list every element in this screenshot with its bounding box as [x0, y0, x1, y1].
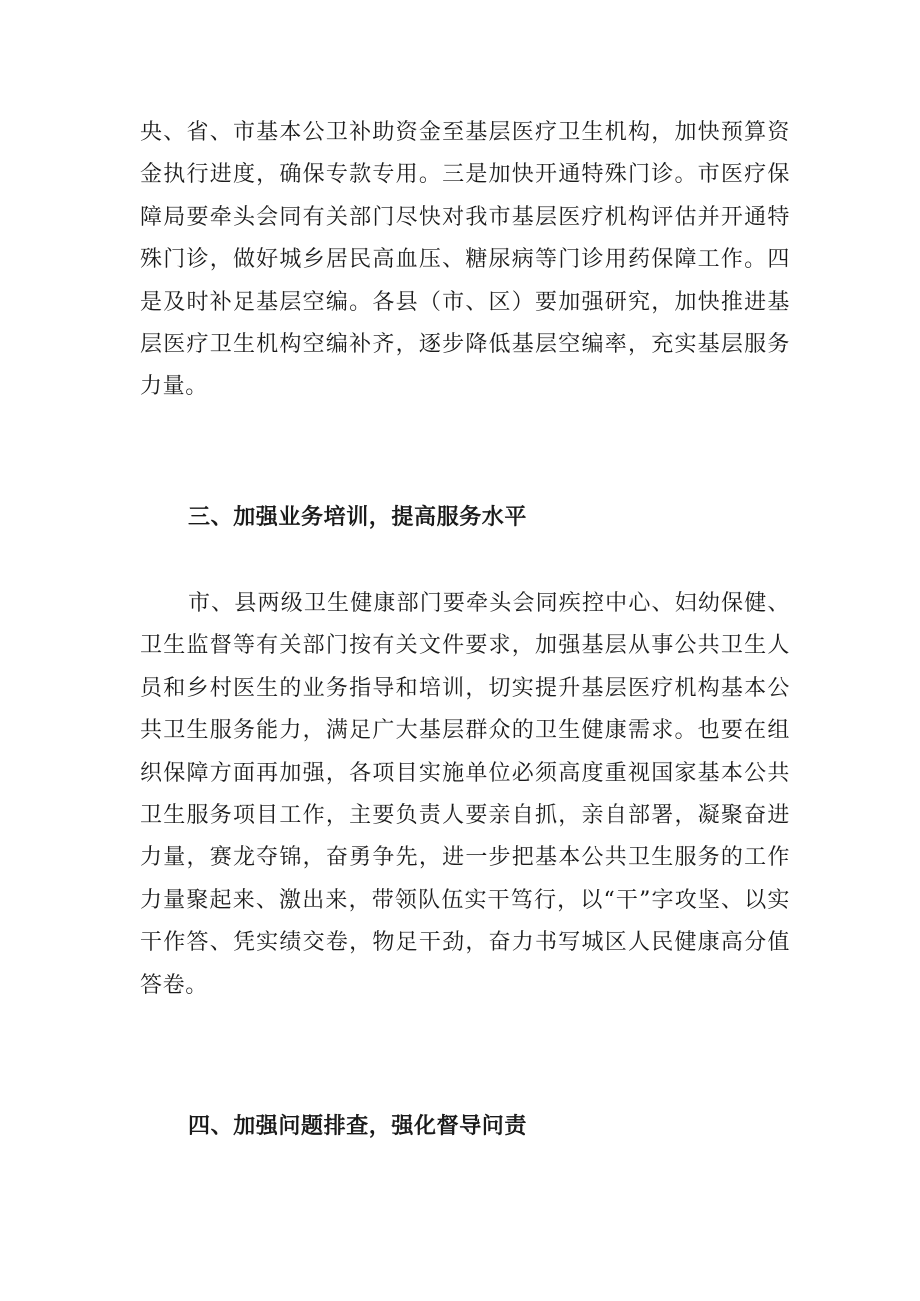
- section-heading-4: 四、加强问题排查，强化督导问责: [188, 1113, 528, 1139]
- section-heading-3: 三、加强业务培训，提高服务水平: [188, 504, 528, 530]
- paragraph-continuation: 央、省、市基本公卫补助资金至基层医疗卫生机构，加快预算资金执行进度，确保专款专用。三是加快开通特殊门诊。市医疗保障局要牵头会同有关部门尽快对我市基层医疗机构评估并开通特殊门诊，做好城乡居民高血压、糖尿病等门诊用药保障工作。四是及时补足基层空编。各县（市、区）要加强研究，加快推进基层医疗卫生机构空编补齐，逐步降低基层空编率，充实基层服务力量。: [140, 120, 790, 400]
- paragraph-training: 市、县两级卫生健康部门要牵头会同疾控中心、妇幼保健、卫生监督等有关部门按有关文件要求，加强基层从事公共卫生人员和乡村医生的业务指导和培训，切实提升基层医疗机构基本公共卫生服务能力，满足广大基层群众的卫生健康需求。也要在组织保障方面再加强，各项目实施单位必须高度重视国家基本公共卫生服务项目工作，主要负责人要亲自抓，亲自部署，凝聚奋进力量，赛龙夺锦，奋勇争先，进一步把基本公共卫生服务的工作力量聚起来、激出来，带领队伍实干笃行，以“干”字攻坚、以实干作答、凭实绩交卷，物足干劲，奋力书写城区人民健康高分值答卷。: [140, 591, 790, 998]
